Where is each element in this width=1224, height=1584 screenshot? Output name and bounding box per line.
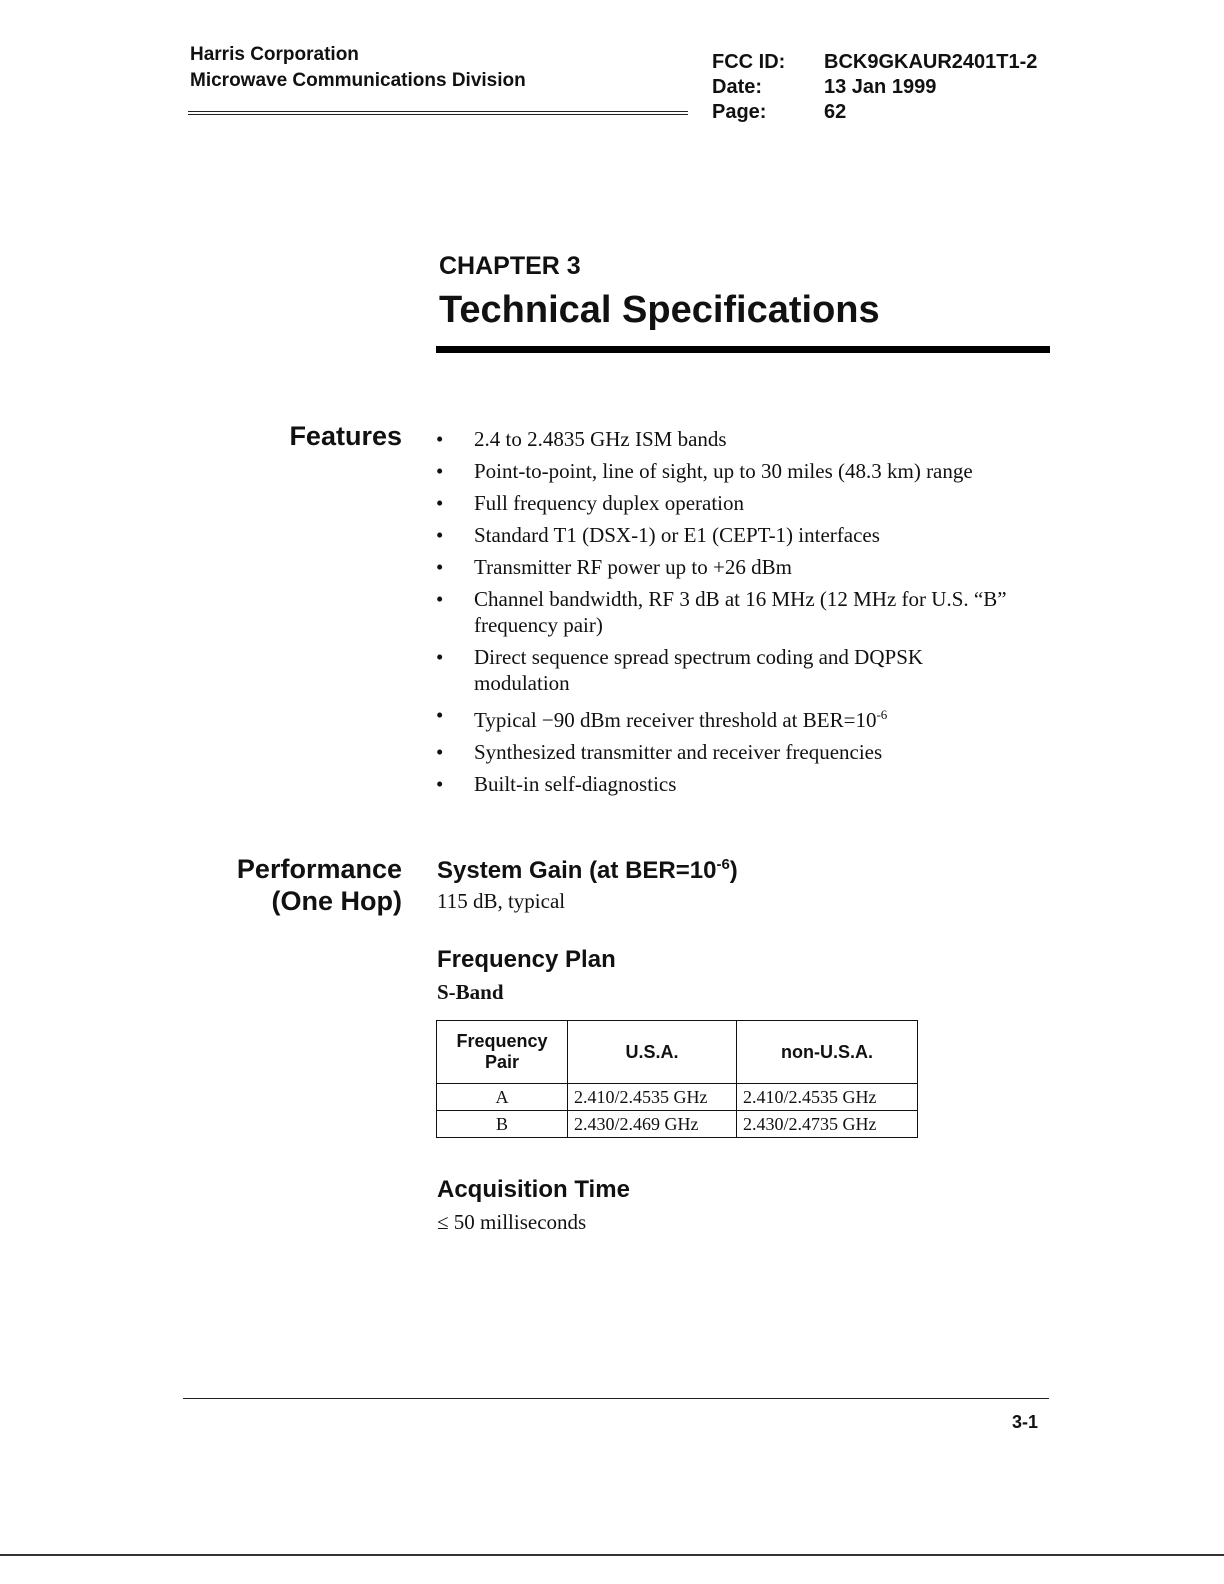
list-item: • Channel bandwidth, RF 3 dB at 16 MHz (12 MHz for U.S. “B” frequency pair) — [436, 587, 1007, 637]
table-row — [437, 1084, 918, 1111]
frequency-plan-table — [436, 1020, 918, 1138]
table-cell: 2.410/2.4535 GHz — [568, 1084, 737, 1111]
header-organization — [190, 42, 526, 94]
table-row — [437, 1111, 918, 1138]
chapter-label: CHAPTER 3 — [439, 252, 581, 280]
system-gain-heading: System Gain (at $BER=10^{-6}$) — [437, 856, 738, 884]
table-cell: 2.430/2.469 GHz — [568, 1111, 737, 1138]
division-name: Microwave Communications Division — [190, 70, 526, 91]
fcc-id-row — [712, 50, 1037, 75]
table-cell: 2.410/2.4535 GHz — [737, 1084, 918, 1111]
list-item: • Full frequency duplex operation — [436, 491, 745, 515]
page-title: Technical Specifications — [439, 289, 880, 331]
page-row — [712, 100, 1037, 125]
features-heading: Features — [289, 421, 402, 451]
list-item: • Synthesized transmitter and receiver frequencies — [436, 740, 883, 764]
header-fcc-info — [712, 50, 1037, 125]
performance-heading-line2: (One Hop) — [271, 886, 402, 916]
footer-rule — [183, 1398, 1049, 1399]
ber-exponent: -6 — [876, 707, 888, 722]
fcc-id-label: FCC ID: — [712, 51, 786, 73]
list-item: • Typical −90 dBm receiver threshold at $BER=10^{-6}$ — [436, 703, 888, 732]
list-item: • Transmitter RF power up to +26 dBm — [436, 555, 792, 579]
chapter-rule — [436, 346, 1050, 353]
list-item: • Built-in self-diagnostics — [436, 772, 677, 796]
table-cell: 2.430/2.4735 GHz — [737, 1111, 918, 1138]
table-cell: A — [437, 1084, 568, 1111]
page-label: Page: — [712, 101, 767, 123]
list-item: • Point-to-point, line of sight, up to 30 miles (48.3 km) range — [436, 459, 973, 483]
system-gain-value: 115 dB, typical — [437, 889, 566, 913]
header-double-rule — [188, 111, 688, 115]
features-list — [436, 426, 1056, 803]
org-name: Harris Corporation — [190, 44, 359, 65]
frequency-plan-heading: Frequency Plan — [437, 946, 616, 973]
date-value: 13 Jan 1999 — [824, 76, 937, 98]
scan-edge-line — [0, 1554, 1224, 1556]
fcc-id-value: BCK9GKAUR2401T1-2 — [824, 51, 1038, 73]
page-number: 3-1 — [1012, 1412, 1039, 1432]
acquisition-time-value: ≤ 50 milliseconds — [437, 1210, 587, 1234]
list-item: • 2.4 to 2.4835 GHz ISM bands — [436, 427, 727, 451]
acquisition-time-heading: Acquisition Time — [437, 1176, 630, 1203]
list-item: • Direct sequence spread spectrum coding and DQPSK modulation — [436, 645, 924, 695]
column-header: U.S.A. — [568, 1021, 737, 1084]
column-header: non-U.S.A. — [737, 1021, 918, 1084]
performance-heading — [237, 853, 402, 917]
band-label: S-Band — [437, 980, 504, 1004]
table-header-row — [437, 1021, 918, 1084]
column-header: Frequency Pair — [437, 1021, 568, 1084]
date-label: Date: — [712, 76, 763, 98]
list-item: • Standard T1 (DSX-1) or E1 (CEPT-1) interfaces — [436, 523, 880, 547]
performance-heading-line1: Performance — [236, 854, 402, 884]
date-row — [712, 75, 1037, 100]
table-cell: B — [437, 1111, 568, 1138]
page-value: 62 — [824, 101, 847, 123]
